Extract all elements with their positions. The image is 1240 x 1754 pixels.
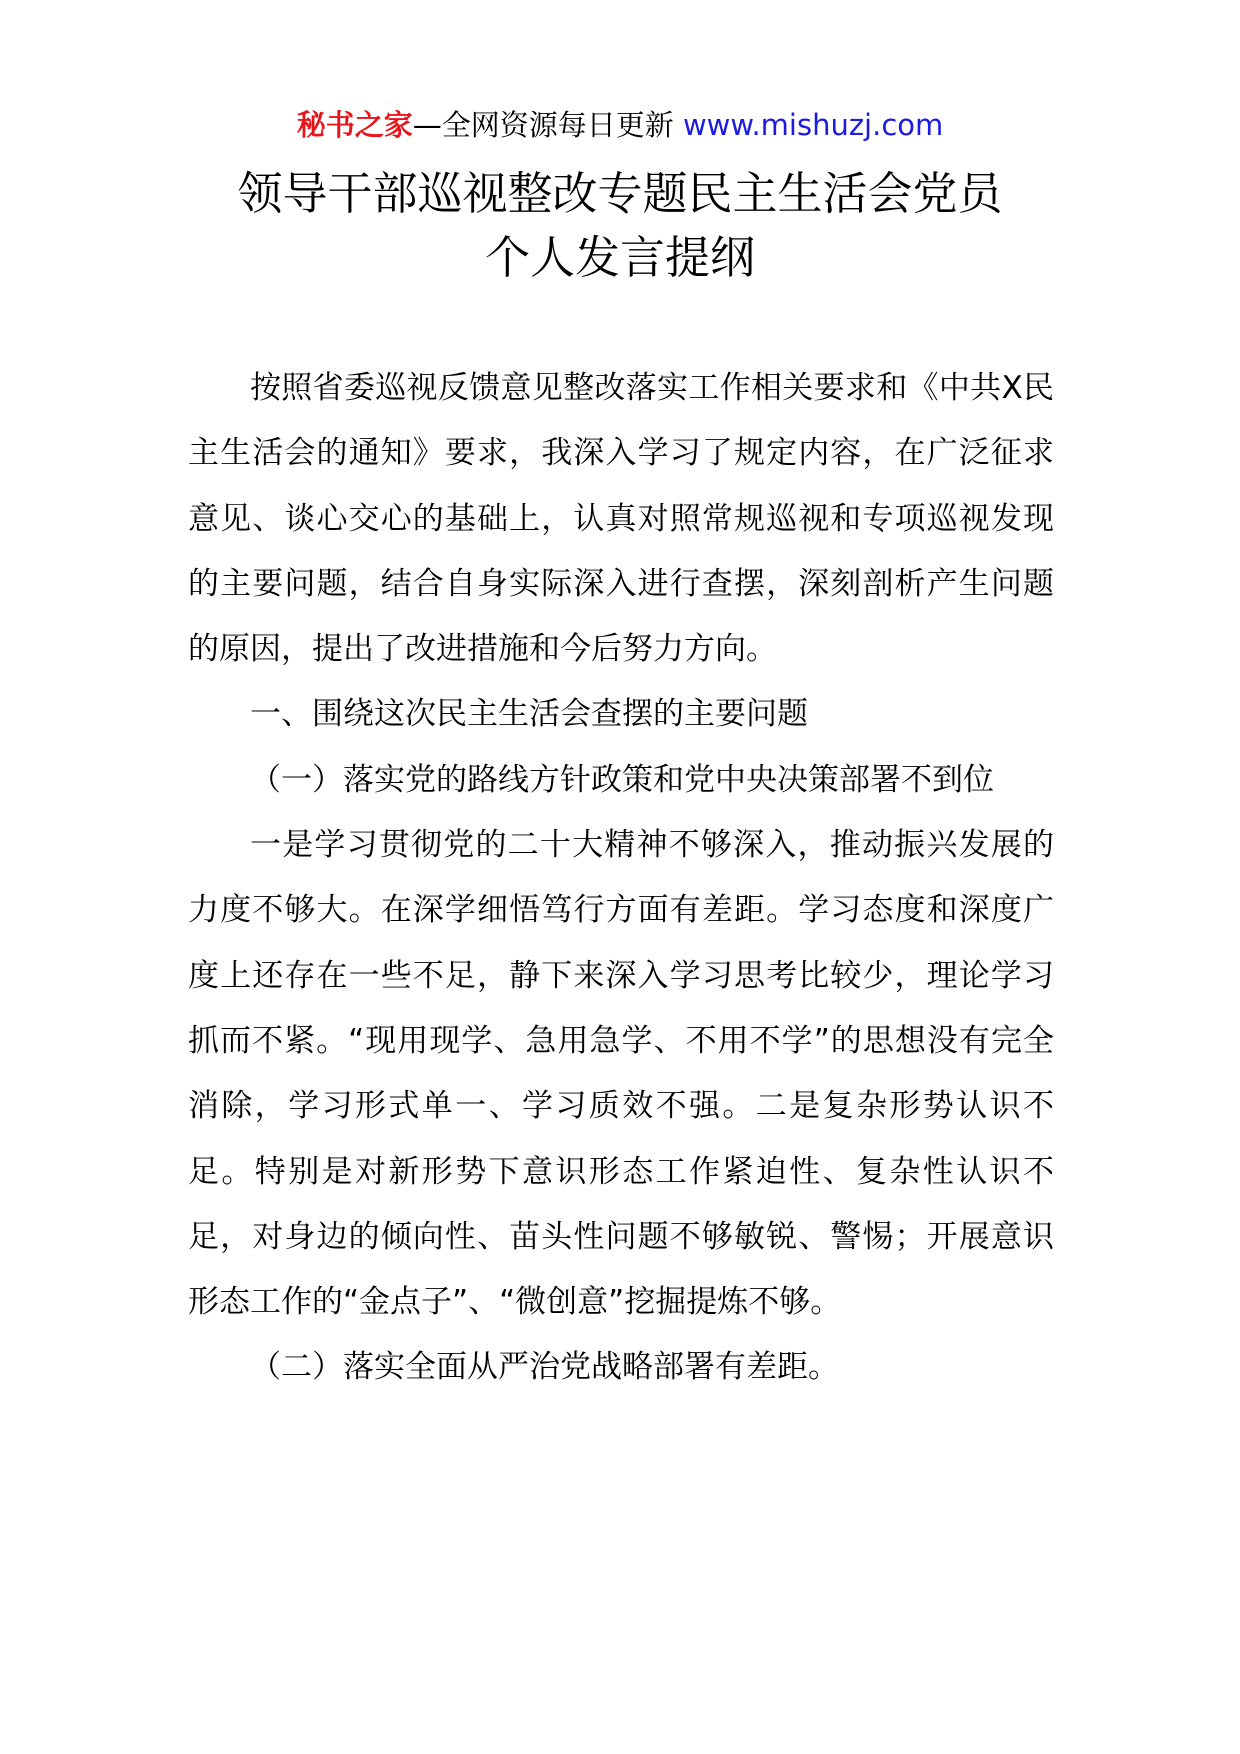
site-header [0,100,1240,150]
header-slogan: —全网资源每日更新 [412,108,683,142]
subsection-heading-2: （二）落实全面从严治党战略部署有差距。 [250,1349,839,1386]
intro-paragraph: 按照省委巡视反馈意见整改落实工作相关要求和《中共X民主生活会的通知》要求，我深入学习了规定内容，在广泛征求意见、谈心交心的基础上，认真对照常规巡视和专项巡视发现的主要问题，结合自身实际深入进行查摆，深刻剖析产生问题的原因，提出了改进措施和今后努力方向。 [188,370,1054,668]
document-title [0,162,1240,290]
brand-name: 秘书之家 [296,108,413,142]
section-heading: 一、围绕这次民主生活会查摆的主要问题 [250,696,808,733]
body-paragraph: 一是学习贯彻党的二十大精神不够深入，推动振兴发展的力度不够大。在深学细悟笃行方面有差距。学习态度和深度广度上还存在一些不足，静下来深入学习思考比较少，理论学习抓而不紧。“现用现学、急用急学、不用不学”的思想没有完全消除，学习形式单一、学习质效不强。二是复杂形势认识不足。特别是对新形势下意识形态工作紧迫性、复杂性认识不足，对身边的倾向性、苗头性问题不够敏锐、警惕；开展意识形态工作的“金点子”、“微创意”挖掘提炼不够。 [188,827,1054,1321]
document-body [188,356,1054,1401]
site-url: www.mishuzj.com [682,108,944,142]
title-line-1: 领导干部巡视整改专题民主生活会党员 [237,167,1003,220]
subsection-heading-1: （一）落实党的路线方针政策和党中央决策部署不到位 [250,761,994,798]
title-line-2: 个人发言提纲 [484,231,755,284]
